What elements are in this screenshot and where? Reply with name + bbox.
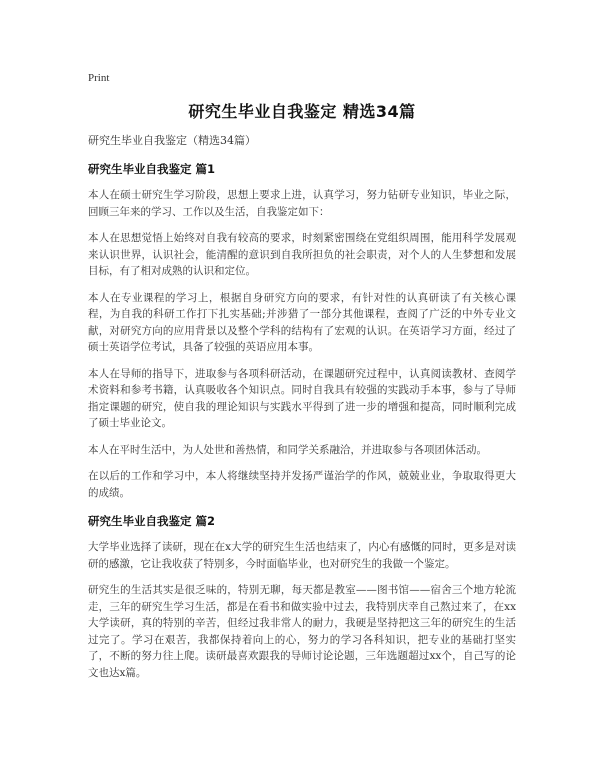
document-page	[88, 60, 516, 681]
paragraph: 大学毕业选择了读研，现在在x大学的研究生生活也结束了，内心有感慨的同时，更多是对读研的感激，它让我收获了特别多，今时面临毕业，也对研究生的我做一个鉴定。	[88, 541, 516, 570]
document-subtitle: 研究生毕业自我鉴定（精选34篇）	[88, 134, 256, 147]
paragraph: 研究生的生活其实是很乏味的，特别无聊，每天都是教室——图书馆——宿舍三个地方轮流走，三年的研究生学习生活，都是在看书和做实验中过去，我特别庆幸自己熬过来了，在xx大学读研，真的特别的辛苦，但经过我非常人的耐力，我硬是坚持把这三年的研究生的生活过完了。学习在艰苦，我都保持着向上的心，努力的学习各科知识，把专业的基础打坚实了，不断的努力往上爬。读研最喜欢跟我的导师讨论论题，三年选题超过xx个，自己写的论文也达x篇。	[88, 584, 516, 679]
print-label[interactable]: Print	[88, 72, 110, 84]
paragraph: 本人在思想觉悟上始终对自我有较高的要求，时刻紧密围绕在党组织周围，能用科学发展观来认识世界，认识社会，能清醒的意识到自我所担负的社会职责，对个人的人生梦想和发展目标，有了相对成熟的认识和定位。	[88, 232, 516, 277]
section-heading: 研究生毕业自我鉴定 篇1	[88, 162, 216, 176]
page-title: 研究生毕业自我鉴定 精选34篇	[188, 102, 416, 121]
paragraph: 本人在导师的指导下，进取参与各项科研活动，在课题研究过程中，认真阅读教材、查阅学术资料和参考书籍，认真吸收各个知识点。同时自我具有较强的实践动手本事，参与了导师指定课题的研究，使自我的理论知识与实践水平得到了进一步的增强和提高，同时顺利完成了硕士毕业论文。	[88, 367, 516, 429]
paragraph: 本人在专业课程的学习上，根据自身研究方向的要求，有针对性的认真研读了有关核心课程，为自我的科研工作打下扎实基础;并涉猎了一部分其他课程，查阅了广泛的中外专业文献，对研究方向的应用背景以及整个学科的结构有了宏观的认识。在英语学习方面，经过了硕士英语学位考试，具备了较强的英语应用本事。	[88, 291, 516, 353]
section-1	[88, 161, 516, 501]
paragraph: 在以后的工作和学习中，本人将继续坚持并发扬严谨治学的作风，兢兢业业，争取取得更大的成绩。	[88, 470, 516, 499]
section-heading: 研究生毕业自我鉴定 篇2	[88, 514, 216, 528]
section-2	[88, 513, 516, 681]
paragraph: 本人在硕士研究生学习阶段，思想上要求上进，认真学习，努力钻研专业知识，毕业之际，回顾三年来的学习、工作以及生活，自我鉴定如下：	[88, 189, 516, 218]
paragraph: 本人在平时生活中，为人处世和善热情，和同学关系融洽，并进取参与各项团体活动。	[88, 443, 487, 456]
